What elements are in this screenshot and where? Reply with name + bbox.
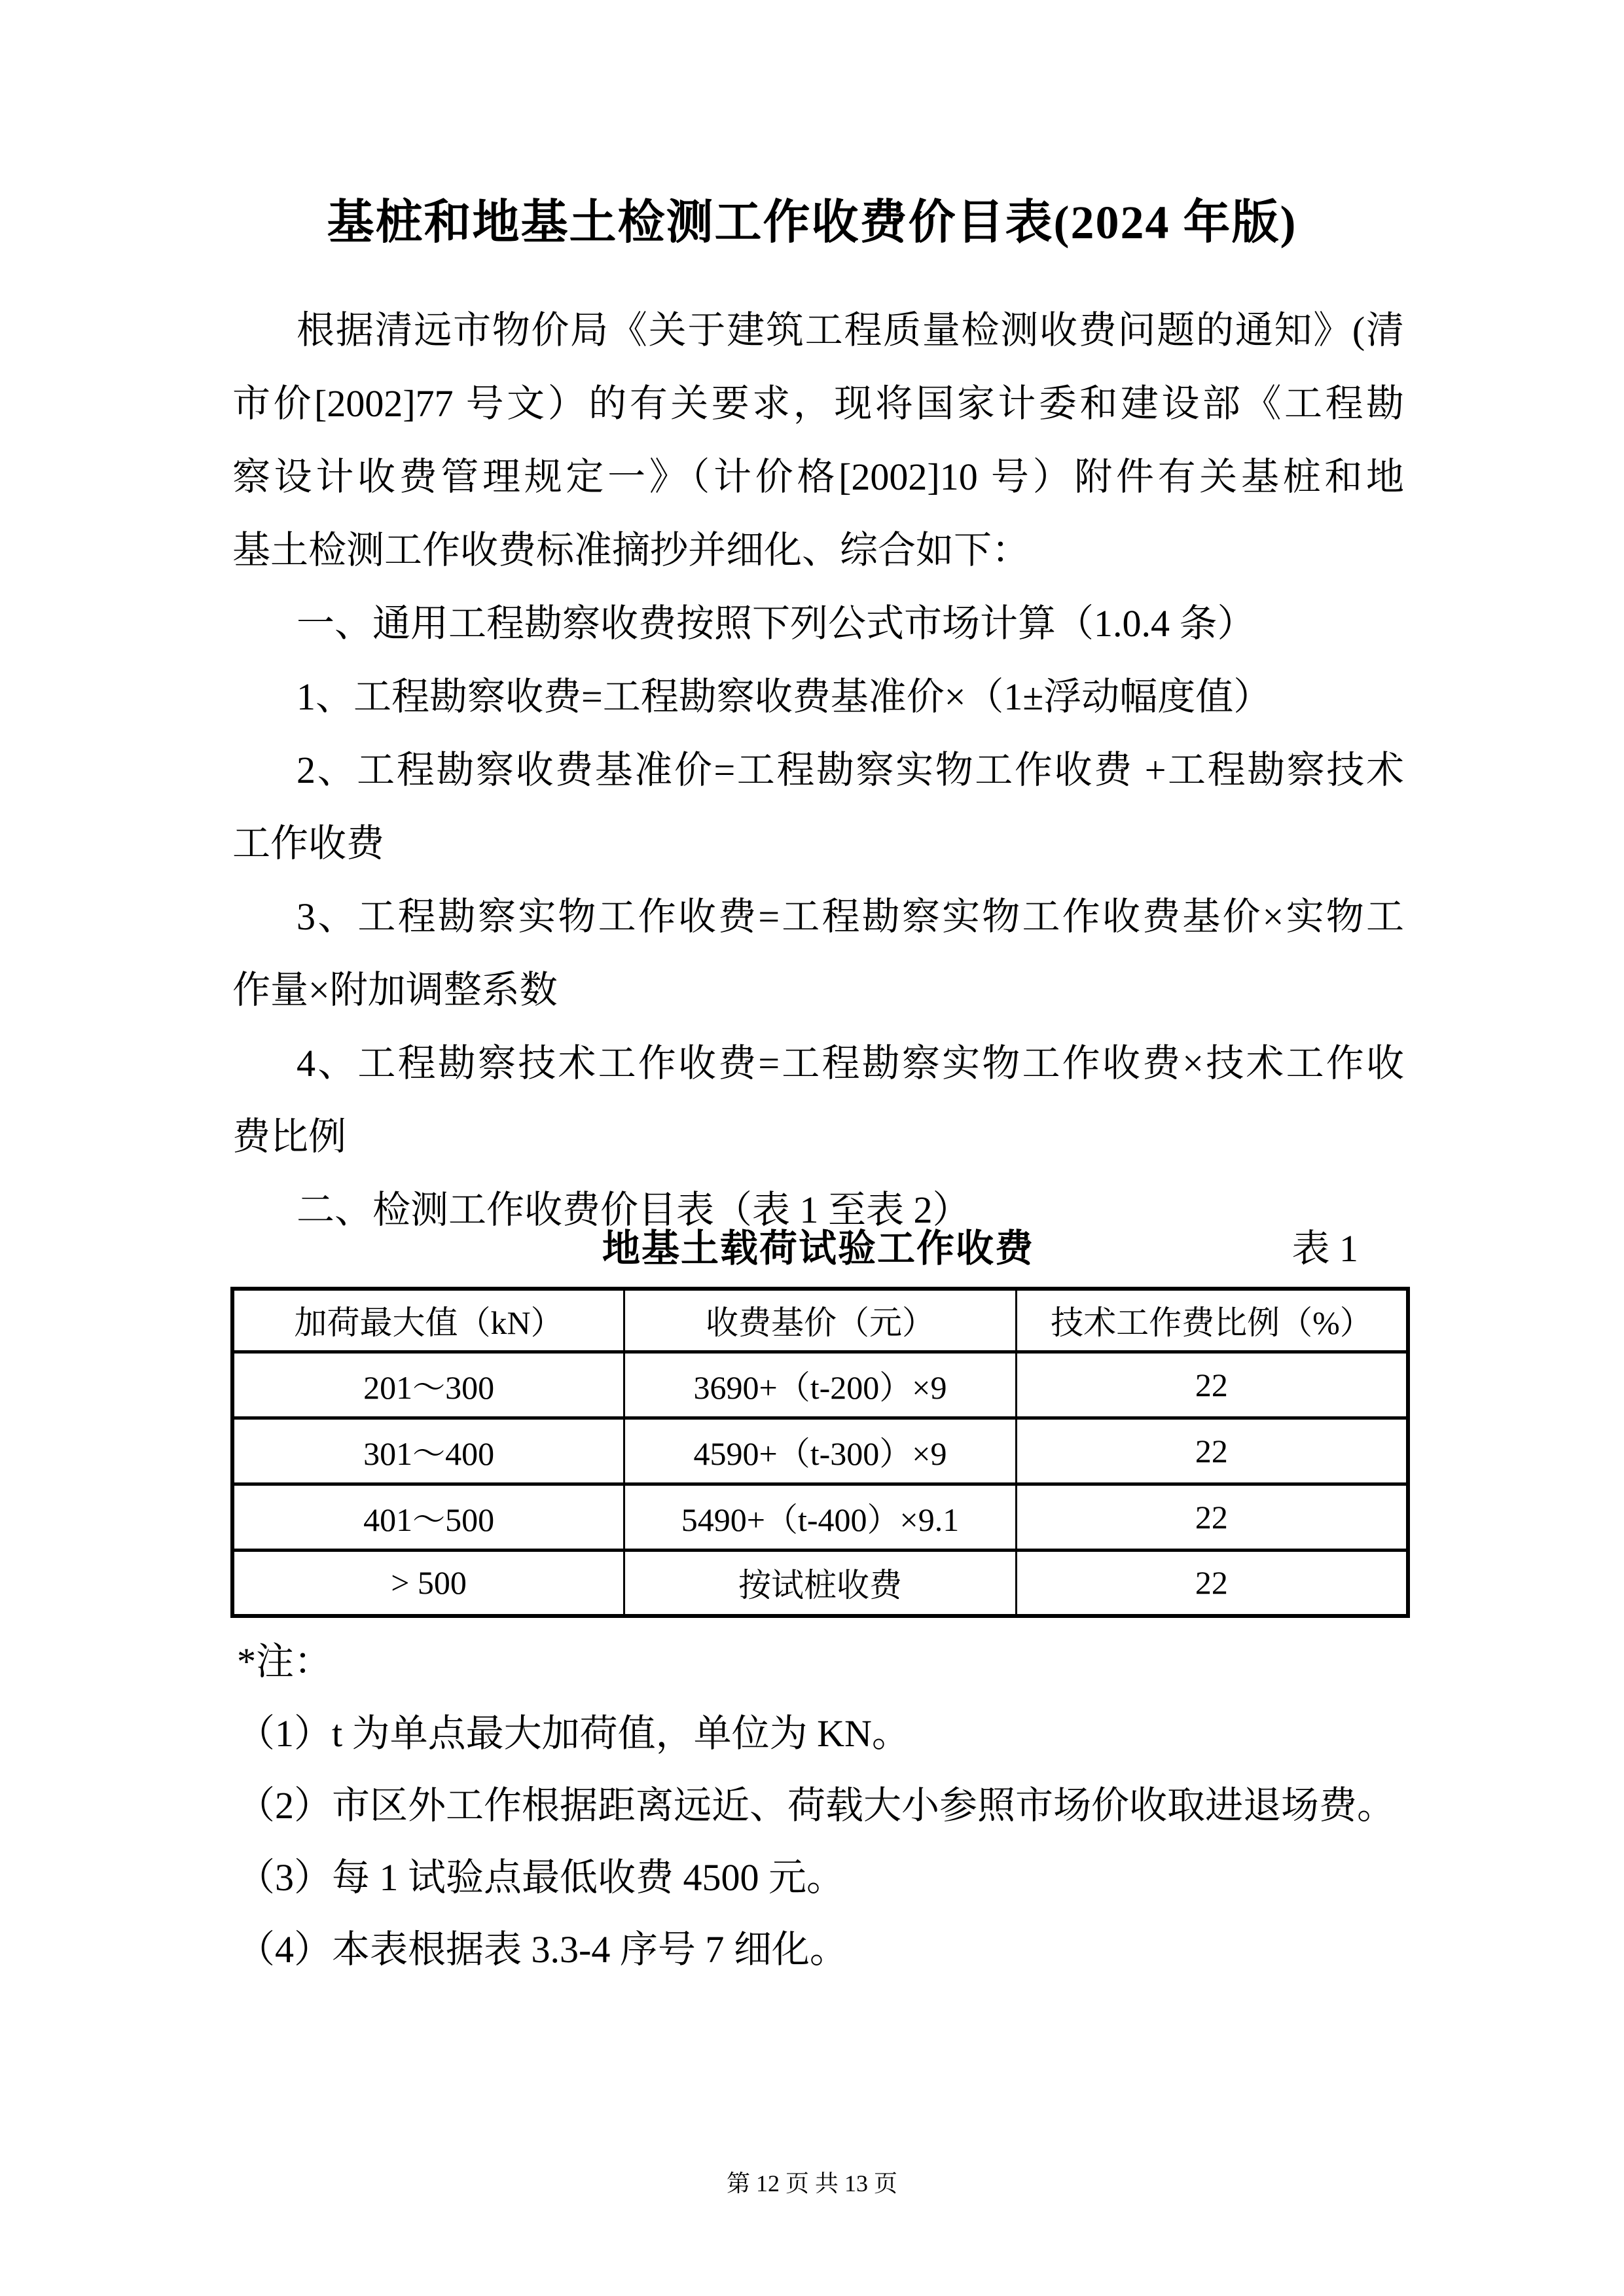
body-line-9: 3、工程勘察实物工作收费=工程勘察实物工作收费基价×实物工 — [297, 895, 1404, 938]
table-row — [232, 1550, 1408, 1616]
fee-table-column-header-2: 收费基价（元） — [624, 1289, 1017, 1352]
note-item-3: （3）每 1 试验点最低收费 4500 元。 — [237, 1856, 845, 1899]
body-line-12: 费比例 — [232, 1115, 347, 1158]
page-title: 基桩和地基土检测工作收费价目表(2024 年版) — [327, 196, 1297, 249]
body-line-7: 2、工程勘察收费基准价=工程勘察实物工作收费 +工程勘察技术 — [297, 749, 1404, 791]
body-line-4: 基土检测工作收费标准摘抄并细化、综合如下： — [232, 529, 1030, 571]
body-line-13: 二、检测工作收费价目表（表 1 至表 2） — [297, 1189, 971, 1231]
table-row — [232, 1352, 1408, 1418]
fee-table-column-header-1: 加荷最大值（kN） — [232, 1289, 624, 1352]
fee-table — [230, 1287, 1410, 1618]
table-cell-r4-c2: 按试桩收费 — [624, 1550, 1017, 1616]
body-line-10: 作量×附加调整系数 — [232, 969, 558, 1011]
notes-list — [237, 1698, 1585, 1986]
fee-table-header-row — [232, 1289, 1408, 1352]
table-number-label: 表 1 — [1291, 1227, 1358, 1270]
table-cell-r2-c2: 4590+（t-300）×9 — [624, 1418, 1017, 1484]
table-caption-row — [232, 1216, 1404, 1282]
table-cell-r1-c1: 201～300 — [232, 1352, 624, 1418]
table-row — [232, 1418, 1408, 1484]
table-cell-r4-c1: > 500 — [232, 1550, 624, 1616]
notes-heading: *注： — [237, 1640, 333, 1683]
body-line-1: 根据清远市物价局《关于建筑工程质量检测收费问题的通知》(清 — [297, 309, 1404, 351]
table-cell-r1-c2: 3690+（t-200）×9 — [624, 1352, 1017, 1418]
body-paragraphs — [232, 294, 1404, 1247]
table-cell-r3-c3: 22 — [1016, 1484, 1408, 1550]
body-line-3: 察设计收费管理规定一》（计价格[2002]10 号）附件有关基桩和地 — [232, 456, 1404, 498]
fee-table-header — [232, 1289, 1408, 1352]
fee-table-body — [232, 1352, 1408, 1616]
table-row — [232, 1484, 1408, 1550]
table-cell-r1-c3: 22 — [1016, 1352, 1408, 1418]
body-line-8: 工作收费 — [232, 822, 385, 865]
table-cell-r2-c1: 301～400 — [232, 1418, 624, 1484]
note-item-4: （4）本表根据表 3.3-4 序号 7 细化。 — [237, 1928, 848, 1971]
note-item-1: （1）t 为单点最大加荷值，单位为 KN。 — [237, 1712, 910, 1755]
notes-section — [237, 1626, 1585, 1986]
table-cell-r4-c3: 22 — [1016, 1550, 1408, 1616]
body-line-6: 1、工程勘察收费=工程勘察收费基准价×（1±浮动幅度值） — [297, 675, 1272, 718]
body-line-5: 一、通用工程勘察收费按照下列公式市场计算（1.0.4 条） — [297, 602, 1255, 645]
note-item-2: （2）市区外工作根据距离远近、荷载大小参照市场价收取进退场费。 — [237, 1784, 1396, 1827]
table-cell-r3-c1: 401～500 — [232, 1484, 624, 1550]
body-line-11: 4、工程勘察技术工作收费=工程勘察实物工作收费×技术工作收 — [297, 1042, 1404, 1085]
table-caption: 地基土载荷试验工作收费 — [602, 1227, 1034, 1270]
page-footer: 第 12 页 共 13 页 — [726, 2170, 897, 2197]
fee-table-column-header-3: 技术工作费比例（%） — [1016, 1289, 1408, 1352]
body-line-2: 市价[2002]77 号文）的有关要求，现将国家计委和建设部《工程勘 — [232, 382, 1404, 425]
table-cell-r3-c2: 5490+（t-400）×9.1 — [624, 1484, 1017, 1550]
table-cell-r2-c3: 22 — [1016, 1418, 1408, 1484]
